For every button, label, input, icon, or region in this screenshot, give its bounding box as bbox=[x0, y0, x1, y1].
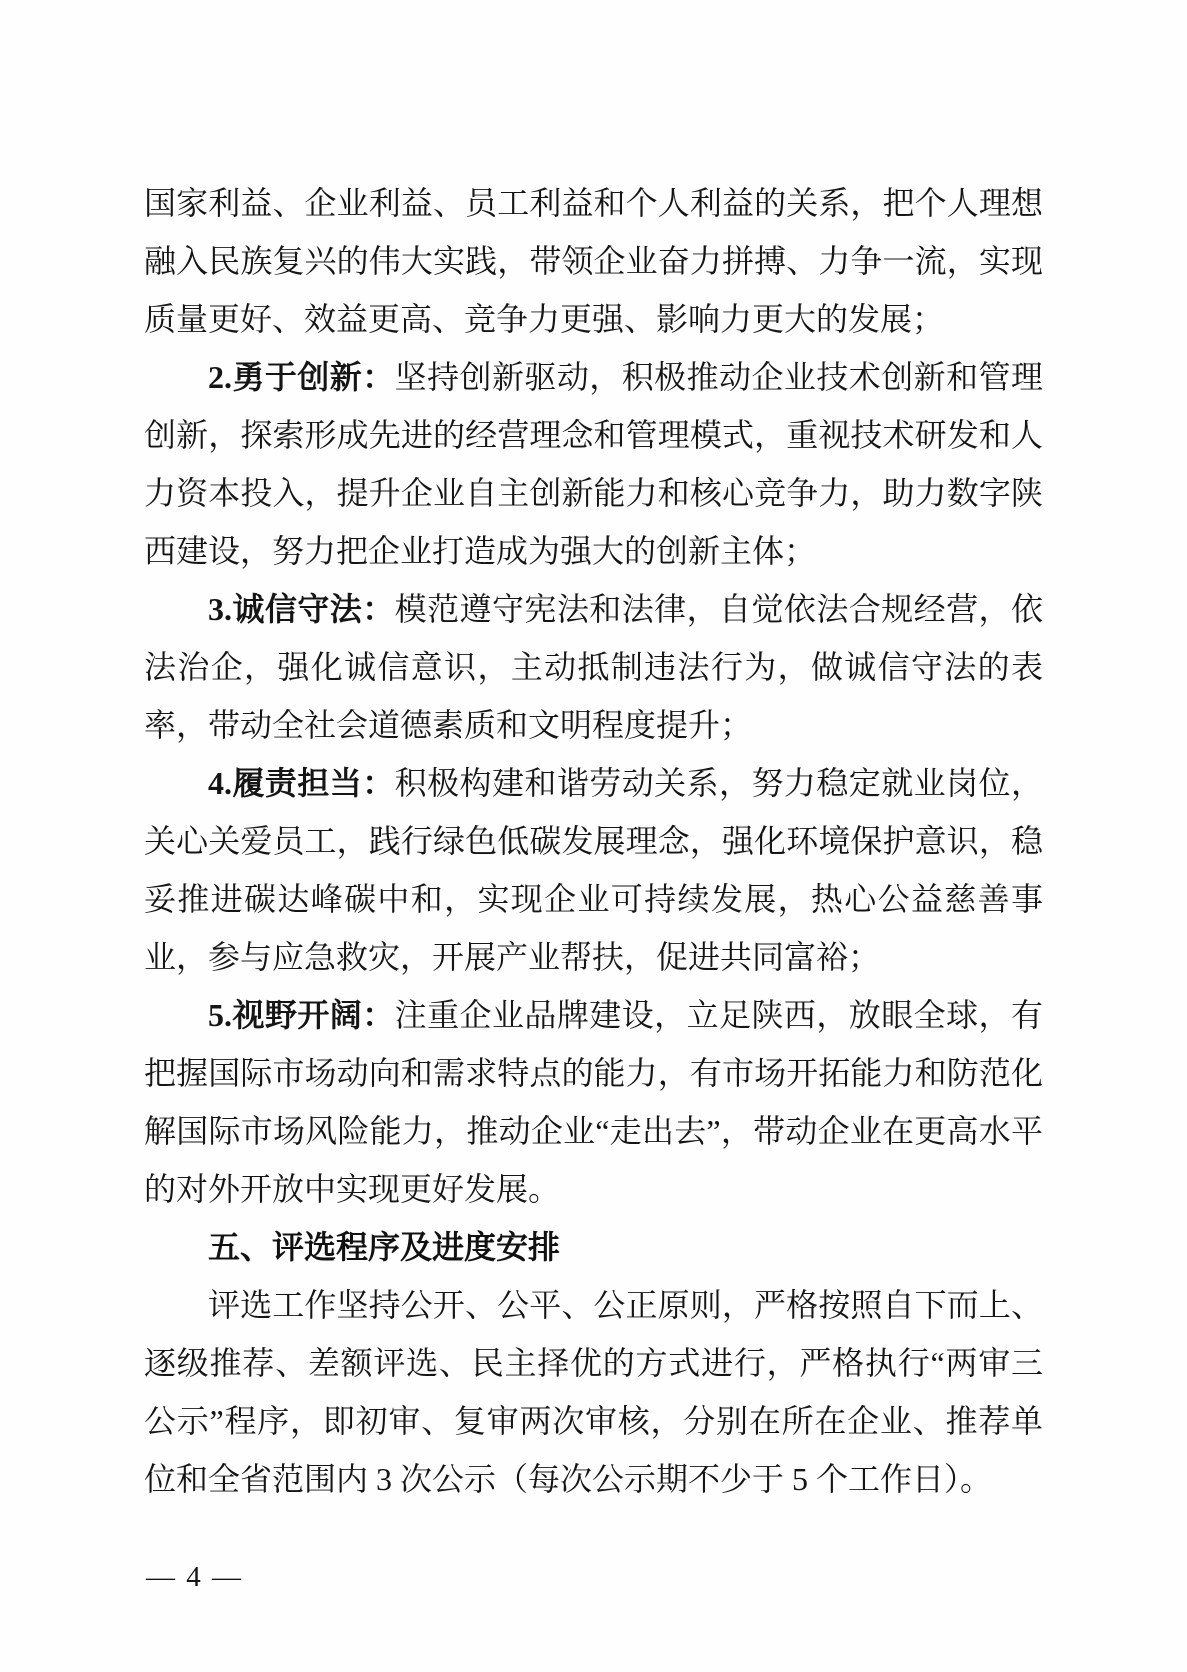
paragraph-procedure bbox=[144, 1276, 1043, 1508]
paragraph-continuation bbox=[144, 174, 1043, 348]
paragraph-item-5 bbox=[144, 986, 1043, 1218]
section-heading bbox=[144, 1218, 1043, 1276]
paragraph-text: 评选工作坚持公开、公平、公正原则，严格按照自下而上、逐级推荐、差额评选、民主择优的方式进行，严格执行“两审三公示”程序，即初审、复审两次审核，分别在所在企业、推荐单位和全省范围内 3 次公示（每次公示期不少于 5 个工作日）。 bbox=[144, 1287, 1043, 1497]
document-body bbox=[144, 174, 1043, 1508]
page-number: — 4 — bbox=[146, 1561, 243, 1593]
paragraph-text: 坚持创新驱动，积极推动企业技术创新和管理创新，探索形成先进的经营理念和管理模式，重视技术研发和人力资本投入，提升企业自主创新能力和核心竞争力，助力数字陕西建设，努力把企业打造成为强大的创新主体； bbox=[144, 359, 1043, 569]
section-heading-text: 五、评选程序及进度安排 bbox=[208, 1229, 561, 1265]
paragraph-item-3 bbox=[144, 580, 1043, 754]
paragraph-text: 模范遵守宪法和法律，自觉依法合规经营，依法治企，强化诚信意识，主动抵制违法行为，做诚信守法的表率，带动全社会道德素质和文明程度提升； bbox=[144, 591, 1043, 743]
paragraph-text: 国家利益、企业利益、员工利益和个人利益的关系，把个人理想融入民族复兴的伟大实践，带领企业奋力拼搏、力争一流，实现质量更好、效益更高、竞争力更强、影响力更大的发展； bbox=[144, 185, 1043, 337]
paragraph-lead: 4.履责担当： bbox=[208, 765, 395, 801]
paragraph-text: 积极构建和谐劳动关系，努力稳定就业岗位，关心关爱员工，践行绿色低碳发展理念，强化环境保护意识，稳妥推进碳达峰碳中和，实现企业可持续发展，热心公益慈善事业，参与应急救灾，开展产业帮扶，促进共同富裕； bbox=[144, 765, 1043, 975]
paragraph-item-4 bbox=[144, 754, 1043, 986]
paragraph-item-2 bbox=[144, 348, 1043, 580]
paragraph-lead: 3.诚信守法： bbox=[208, 591, 395, 627]
paragraph-lead: 5.视野开阔： bbox=[208, 997, 395, 1033]
paragraph-text: 注重企业品牌建设，立足陕西，放眼全球，有把握国际市场动向和需求特点的能力，有市场开拓能力和防范化解国际市场风险能力，推动企业“走出去”，带动企业在更高水平的对外开放中实现更好发展。 bbox=[144, 997, 1043, 1207]
paragraph-lead: 2.勇于创新： bbox=[208, 359, 395, 395]
